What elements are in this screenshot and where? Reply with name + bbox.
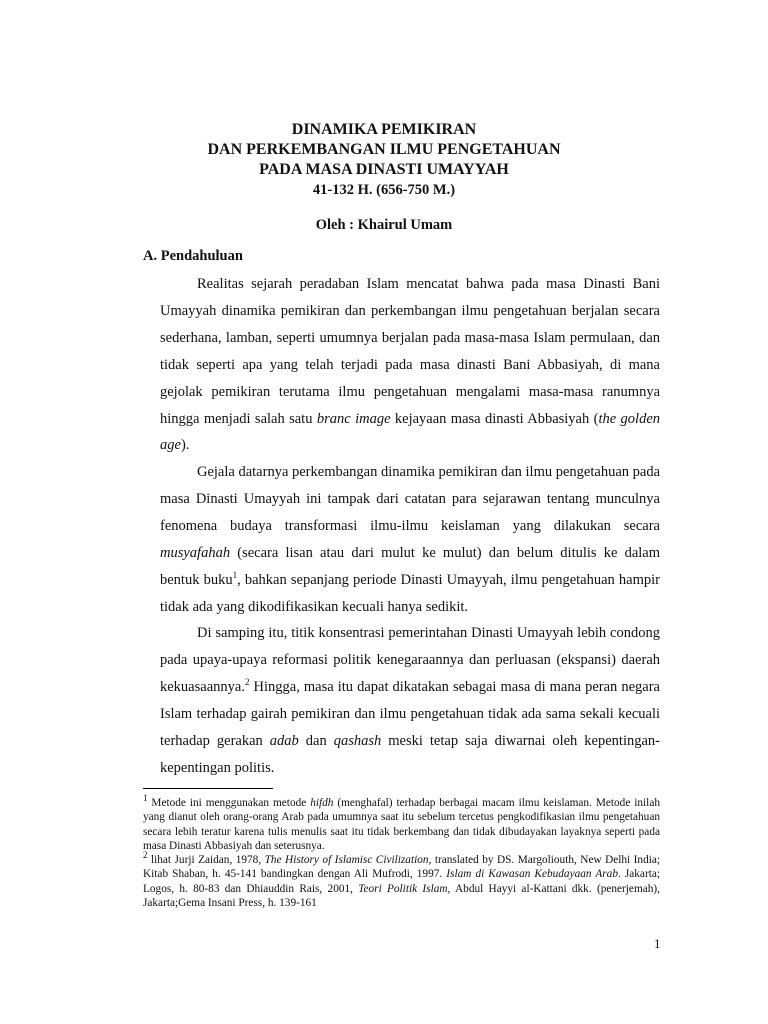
- paragraph-1: [160, 271, 660, 459]
- paragraph-text: Di samping itu, titik konsentrasi pemerintahan Dinasti Umayyah lebih condong pada upaya-upaya reformasi politik kenegaraannya dan perluasan (ekspansi) daerah kekuasaannya.: [160, 625, 660, 695]
- footnote-1: [143, 793, 660, 853]
- paragraph-text: meski tetap saja diwarnai oleh kepentingan-kepentingan politis.: [160, 732, 660, 776]
- italic-term: adab: [269, 732, 299, 749]
- italic-term: the golden age: [160, 410, 661, 454]
- footnote-reference-1[interactable]: 1: [232, 569, 238, 580]
- italic-title: Islam di Kawasan Kebudayaan Arab: [446, 868, 618, 881]
- paragraph-text: kejayaan masa dinasti Abbasiyah (: [390, 410, 599, 427]
- italic-title: Teori Politik Islam: [358, 882, 448, 895]
- italic-term: musyafahah: [160, 544, 231, 561]
- section-heading: A. Pendahuluan: [143, 248, 243, 264]
- italic-term: qashash: [333, 732, 382, 749]
- paragraph-text: Hingga, masa itu dapat dikatakan sebagai masa di mana peran negara Islam terhadap gairah pemikiran dan ilmu pengetahuan tidak ada sama sekali kecuali terhadap gerakan: [160, 678, 660, 749]
- footnote-text: (menghafal) terhadap berbagai macam ilmu keislaman. Metode inilah yang dianut oleh orang-orang Arab pada umumnya saat itu sebelum tercetus pengkodifikasian ilmu pengetahuan secara lebih teratur karena tulis menulis saat itu tidak berkembang dan tidak dibudayakan layaknya seperti pada masa Dinasti Abbasiyah dan seterusnya.: [143, 797, 660, 852]
- page-number: 1: [654, 936, 661, 951]
- footnote-number: 2: [143, 850, 148, 861]
- paragraph-text: Gejala datarnya perkembangan dinamika pemikiran dan ilmu pengetahuan pada masa Dinasti Umayyah ini tampak dari catatan para sejarawan tentang munculnya fenomena budaya transformasi ilmu-ilmu keislaman yang dilakukan secara: [160, 464, 661, 534]
- document-title-years: 41-132 H. (656-750 M.): [312, 182, 456, 198]
- italic-term: hifdh: [310, 797, 334, 809]
- paragraph-text: , bahkan sepanjang periode Dinasti Umayyah, ilmu pengetahuan hampir tidak ada yang dikodifikasikan kecuali hanya sedikit.: [160, 571, 660, 615]
- footnote-text: . Jakarta; Logos, h. 80-83 dan Dhiauddin Rais, 2001,: [143, 868, 660, 895]
- paragraph-text: ).: [180, 437, 190, 454]
- footnote-text: , Abdul Hayyi al-Kattani dkk. (penerjemah), Jakarta;Gema Insani Press, h. 139-161: [143, 882, 660, 909]
- footnote-separator: [143, 788, 273, 789]
- footnote-text: lihat Jurji Zaidan, 1978,: [147, 854, 265, 866]
- footnote-2: [143, 850, 661, 910]
- footnote-text: Metode ini menggunakan metode: [147, 797, 311, 809]
- italic-title: The History of Islamisc Civilization: [264, 854, 429, 866]
- document-title-line-3: PADA MASA DINASTI UMAYYAH: [259, 161, 509, 178]
- document-title-line-2: DAN PERKEMBANGAN ILMU PENGETAHUAN: [207, 141, 561, 158]
- italic-term: branc image: [316, 410, 391, 427]
- footnote-text: , translated by DS. Margoliouth, New Delhi India; Kitab Shaban, h. 45-141 bandingkan dengan Ali Mufrodi, 1997.: [143, 854, 661, 881]
- author-line: Oleh : Khairul Umam: [315, 217, 453, 233]
- document-title-line-1: DINAMIKA PEMIKIRAN: [291, 121, 477, 138]
- paragraph-2: [160, 459, 660, 620]
- footnote-reference-2[interactable]: 2: [244, 676, 250, 687]
- paragraph-3: [160, 620, 660, 781]
- footnote-number: 1: [143, 793, 148, 804]
- paragraph-text: (secara lisan atau dari mulut ke mulut) dan belum ditulis ke dalam bentuk buku: [160, 544, 660, 588]
- paragraph-text: Realitas sejarah peradaban Islam mencatat bahwa pada masa Dinasti Bani Umayyah dinamika pemikiran dan perkembangan ilmu pengetahuan berjalan secara sederhana, lamban, seperti umumnya berjalan pada masa-masa Islam permulaan, dan tidak seperti apa yang telah terjadi pada masa dinasti Bani Abbasiyah, di mana gejolak pemikiran terutama ilmu pengetahuan mengalami masa-masa ranumnya hingga menjadi salah satu: [160, 276, 660, 427]
- paragraph-text: dan: [298, 732, 334, 749]
